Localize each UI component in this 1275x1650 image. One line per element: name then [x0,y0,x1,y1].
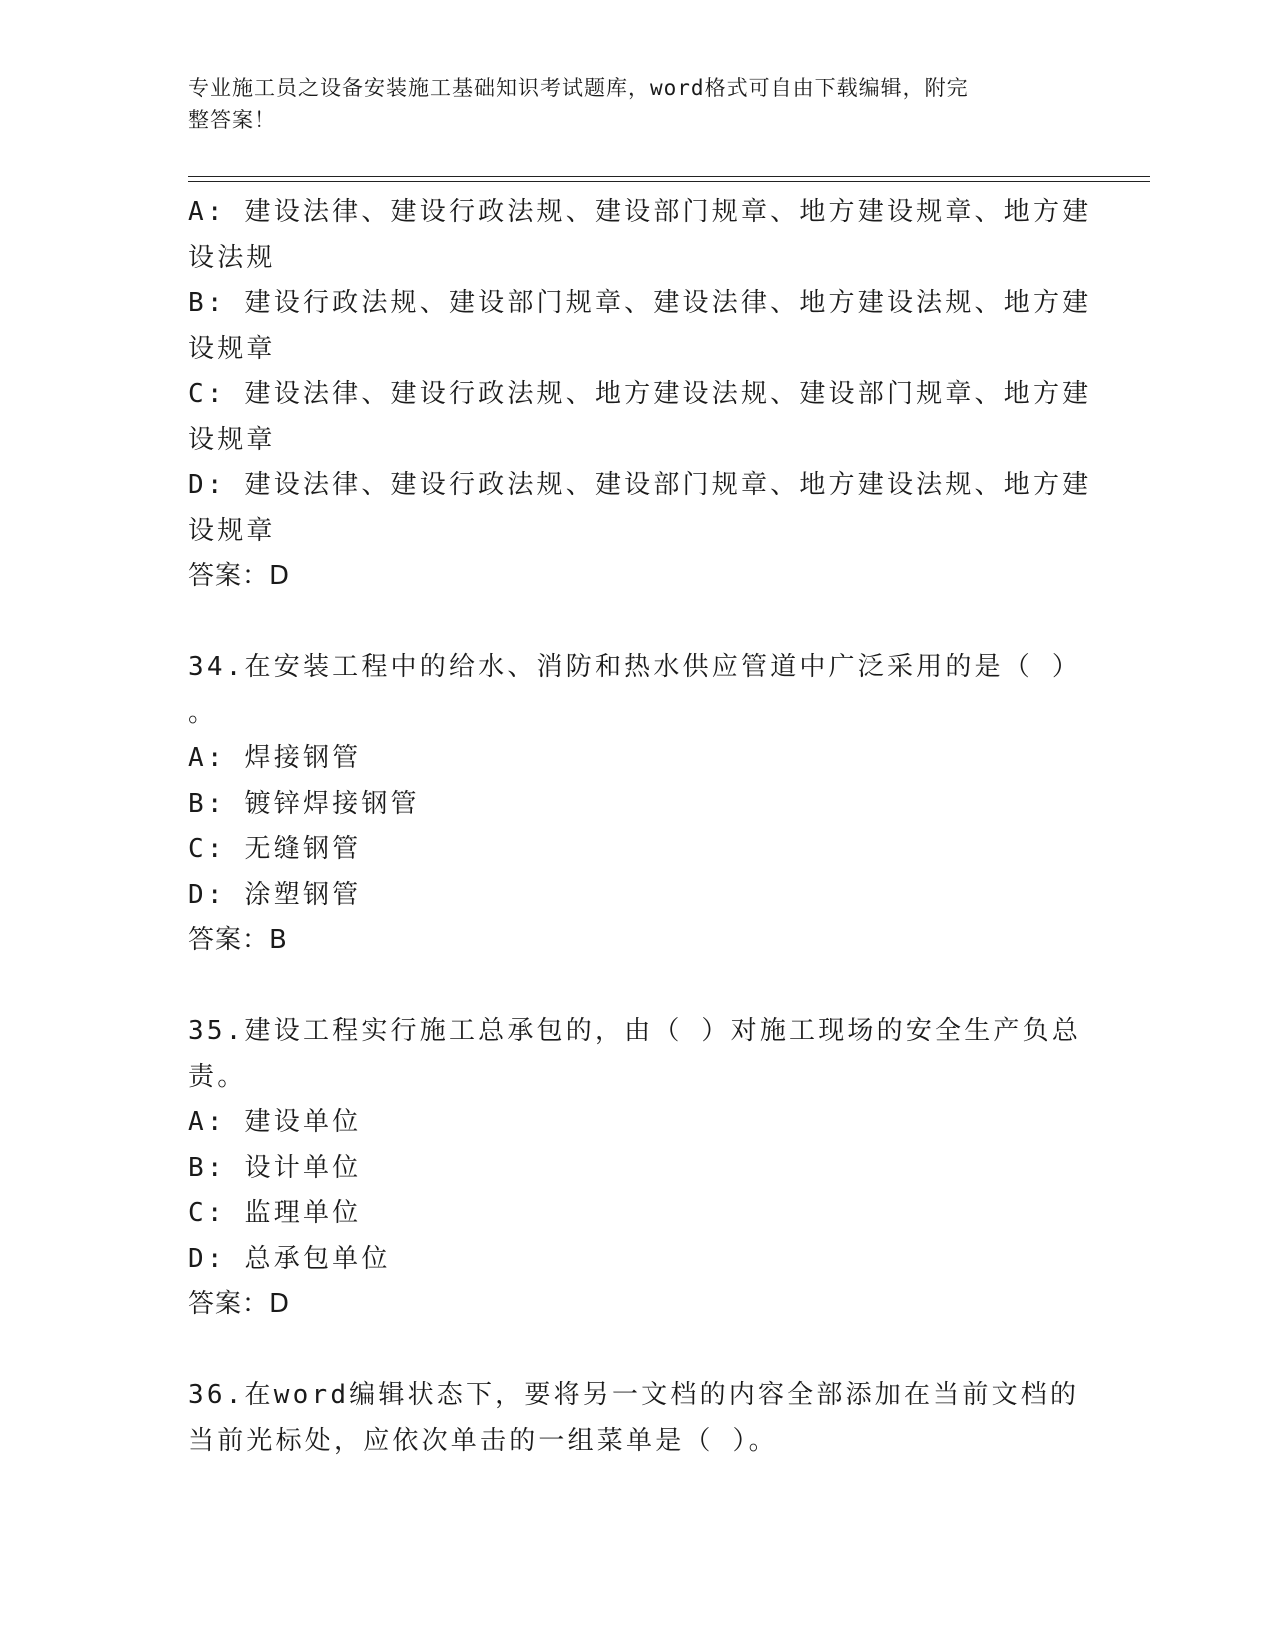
question-34-stem-line-2: 。 [188,697,218,728]
option-a-line-1: A: 建设法律、建设行政法规、建设部门规章、地方建设规章、地方建 [188,197,1092,227]
option-d: D: 涂塑钢管 [188,879,362,910]
answer-34: 答案：B [188,925,288,955]
spacer [188,964,1088,1010]
option-b: B: 镀锌焊接钢管 [188,788,420,819]
question-35-stem-line-2: 责。 [188,1061,247,1092]
document-header [188,72,1068,136]
question-36-stem-line-2: 当前光标处，应依次单击的一组菜单是（ ）。 [188,1425,778,1456]
option-d: D: 总承包单位 [188,1243,391,1274]
option-b-line-1: B: 建设行政法规、建设部门规章、建设法律、地方建设法规、地方建 [188,288,1092,318]
answer-33: 答案：D [188,561,291,591]
question-36 [188,1373,1088,1464]
option-b: B: 设计单位 [188,1152,362,1183]
header-divider-bottom [188,181,1150,182]
spacer [188,1328,1088,1374]
question-34-stem-line-1: 34.在安装工程中的给水、消防和热水供应管道中广泛采用的是（ ） [188,652,1082,682]
question-35 [188,1009,1088,1328]
spacer [188,600,1088,646]
answer-35: 答案：D [188,1289,291,1319]
option-c: C: 监理单位 [188,1198,362,1228]
question-35-stem-line-1: 35.建设工程实行施工总承包的，由（ ）对施工现场的安全生产负总 [188,1016,1082,1046]
option-c: C: 无缝钢管 [188,834,362,864]
option-d-line-1: D: 建设法律、建设行政法规、建设部门规章、地方建设法规、地方建 [188,470,1092,500]
option-a: A: 建设单位 [188,1107,362,1137]
document-body [188,190,1092,1464]
header-line-1: 专业施工员之设备安装施工基础知识考试题库，word格式可自由下载编辑，附完 [188,76,969,100]
option-c-line-2: 设规章 [188,424,276,455]
question-34 [188,645,1088,964]
option-c-line-1: C: 建设法律、建设行政法规、地方建设法规、建设部门规章、地方建 [188,379,1092,409]
option-a-line-2: 设法规 [188,242,276,273]
header-line-2: 整答案！ [188,108,276,132]
option-d-line-2: 设规章 [188,515,276,546]
question-36-stem-line-1: 36.在word编辑状态下，要将另一文档的内容全部添加在当前文档的 [188,1380,1080,1410]
option-b-line-2: 设规章 [188,333,276,364]
question-33-options [188,190,1092,600]
option-a: A: 焊接钢管 [188,743,362,773]
header-divider-top [188,176,1150,177]
